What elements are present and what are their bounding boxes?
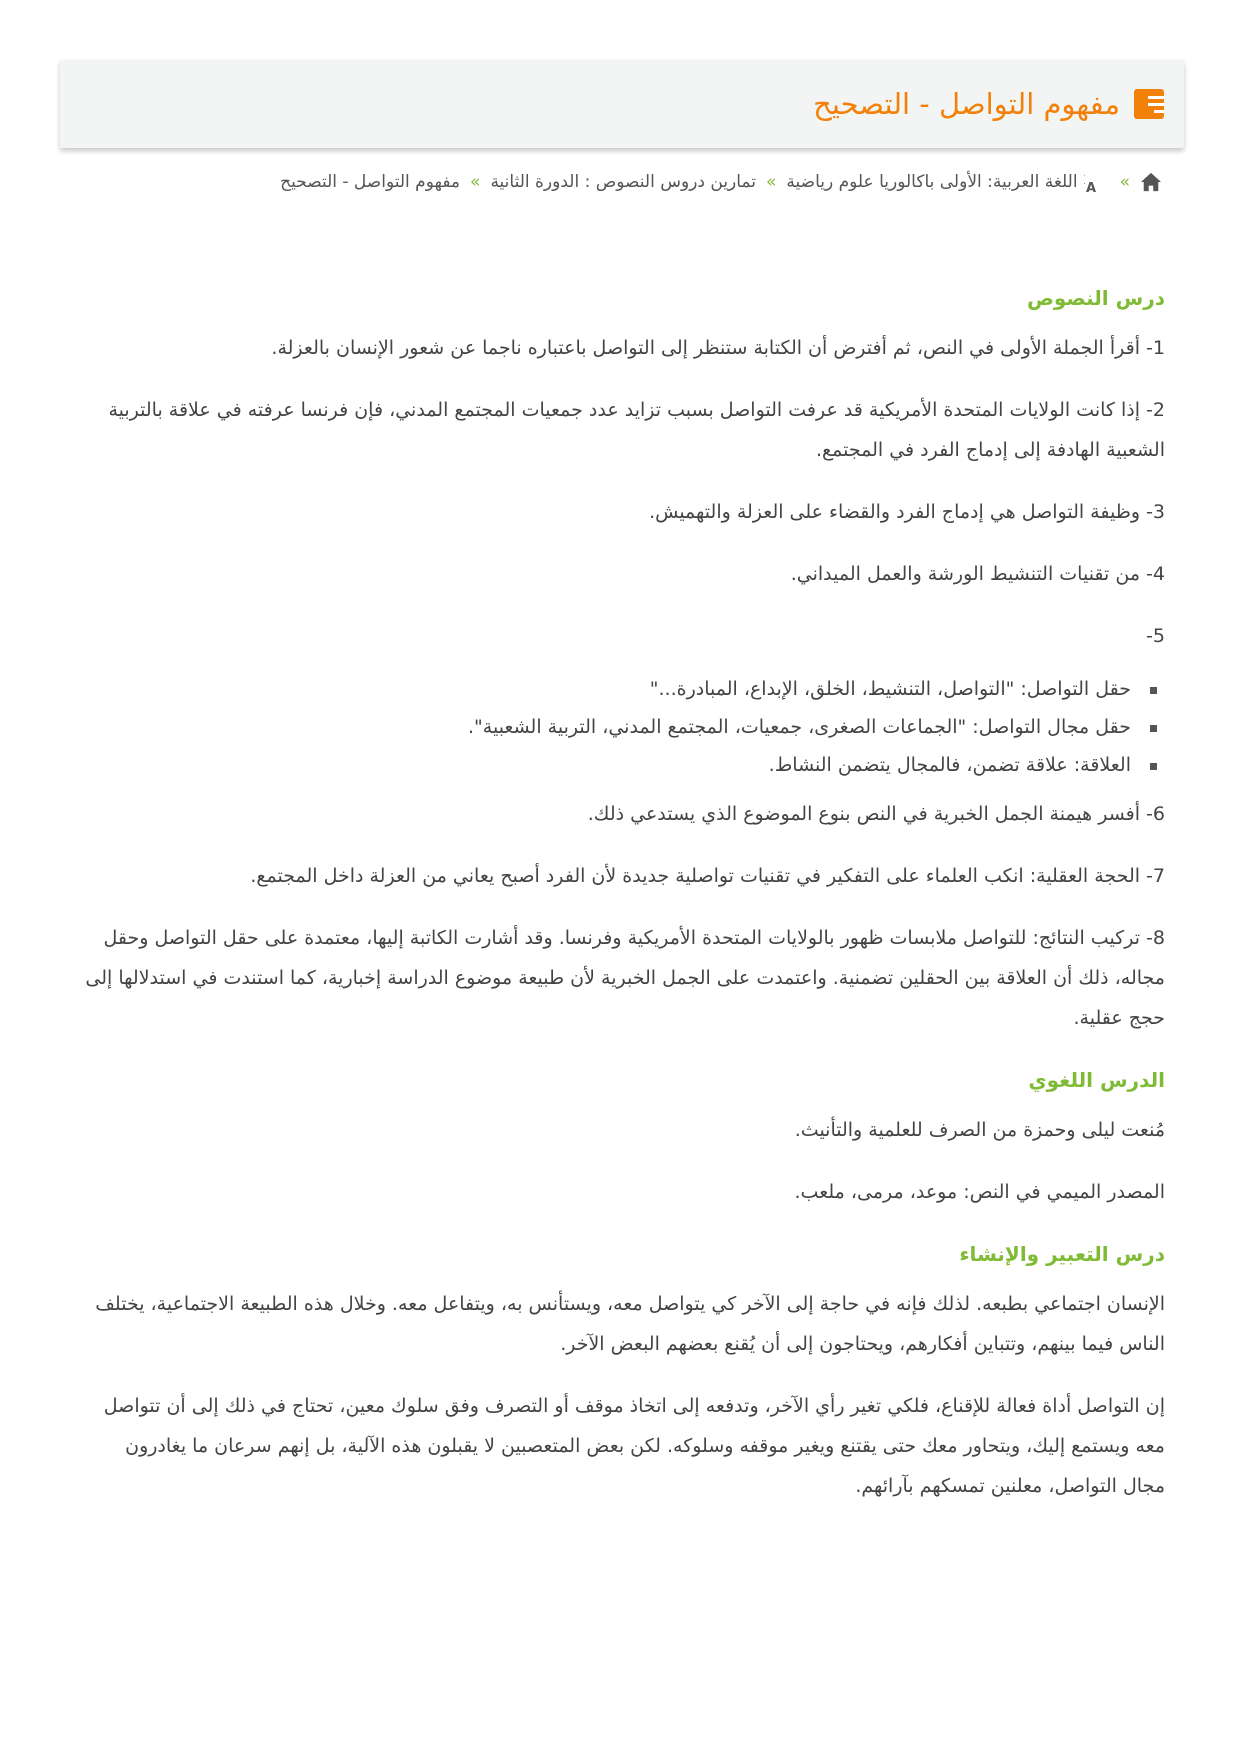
list-item: حقل التواصل: "التواصل، التنشيط، الخلق، الإبداع، المبادرة..." [85,670,1165,708]
answer-4: 4- من تقنيات التنشيط الورشة والعمل الميداني. [790,563,1165,585]
breadcrumb-item-current: مفهوم التواصل - التصحيح [280,172,461,192]
answer-3: 3- وظيفة التواصل هي إدماج الفرد والقضاء على العزلة والتهميش. [649,501,1165,523]
answer-7: 7- الحجة العقلية: انكب العلماء على التفكير في تقنيات تواصلية جديدة لأن الفرد أصبح يعاني من العزلة داخل المجتمع. [250,865,1165,887]
breadcrumb-home[interactable] [1140,172,1162,192]
breadcrumb-separator: » [766,172,777,192]
breadcrumb-label: اللغة العربية: الأولى باكالوريا علوم رياضية [786,172,1078,192]
breadcrumb-item-subject[interactable] [786,171,1109,193]
language-answer-2: المصدر الميمي في النص: موعد، مرمى، ملعب. [794,1181,1165,1203]
section-title-texts: درس النصوص [1026,286,1165,310]
expression-paragraph-1: الإنسان اجتماعي بطبعه. لذلك فإنه في حاجة إلى الآخر كي يتواصل معه، ويستأنس به، ويتفاعل معه. وخلال هذه الطبيعة الاجتماعية، يختلف الناس فيما بينهم، وتتباين أفكارهم، ويحتاجون إلى أن يُقنع بعضهم البعض الآخر. [95,1293,1165,1355]
svg-text:A: A [1085,181,1096,193]
answer-5-list [85,670,1165,784]
answer-2: 2- إذا كانت الولايات المتحدة الأمريكية قد عرفت التواصل بسبب تزايد عدد جمعيات المجتمع المدني، فإن فرنسا عرفته في علاقة بالتربية الشعبية الهادفة إلى إدماج الفرد في المجتمع. [108,399,1165,461]
list-item: العلاقة: علاقة تضمن، فالمجال يتضمن النشاط. [85,746,1165,784]
answer-8: 8- تركيب النتائج: للتواصل ملابسات ظهور بالولايات المتحدة الأمريكية وفرنسا. وقد أشارت الكاتبة إليها، معتمدة على حقل التواصل وحقل مجاله، ذلك أن العلاقة بين الحقلين تضمنية. واعتمدت على الجمل الخبرية لأن طبيعة موضوع الدراسة إخبارية، كما استندت في استدلالها إلى حجج عقلية. [85,927,1165,1029]
language-answer-1: مُنعت ليلى وحمزة من الصرف للعلمية والتأنيث. [794,1119,1165,1141]
answer-6: 6- أفسر هيمنة الجمل الخبرية في النص بنوع الموضوع الذي يستدعي ذلك. [587,803,1165,825]
breadcrumb-separator: » [1119,172,1130,192]
answer-5: 5- [1146,625,1165,647]
page-title: مفهوم التواصل - التصحيح [813,87,1120,121]
article-content [85,278,1165,1528]
translate-icon [1084,171,1110,193]
breadcrumb-item-exercises[interactable]: تمارين دروس النصوص : الدورة الثانية [490,172,756,192]
list-item: حقل مجال التواصل: "الجماعات الصغرى، جمعيات، المجتمع المدني، التربية الشعبية". [85,708,1165,746]
svg-text:文 [1084,171,1085,186]
section-title-language: الدرس اللغوي [1028,1068,1165,1092]
expression-paragraph-2: إن التواصل أداة فعالة للإقناع، فلكي تغير رأي الآخر، وتدفعه إلى اتخاذ موقف أو التصرف وفق سلوك معين، تحتاج في ذلك إلى أن تتواصل معه ويستمع إليك، ويتحاور معك حتى يقتنع ويغير موقفه وسلوكه. لكن بعض المتعصبين لا يقبلون هذه الآلية، بل إنهم سرعان ما يغادرون مجال التواصل، معلنين تمسكهم بآرائهم. [103,1395,1165,1497]
breadcrumb-separator: » [470,172,481,192]
breadcrumb [280,165,1162,199]
section-title-expression: درس التعبير والإنشاء [959,1242,1165,1266]
document-icon [1134,89,1164,119]
page-header [60,60,1184,148]
answer-1: 1- أقرأ الجملة الأولى في النص، ثم أفترض أن الكتابة ستنظر إلى التواصل باعتباره ناجما عن شعور الإنسان بالعزلة. [271,337,1165,359]
home-icon [1140,172,1162,192]
